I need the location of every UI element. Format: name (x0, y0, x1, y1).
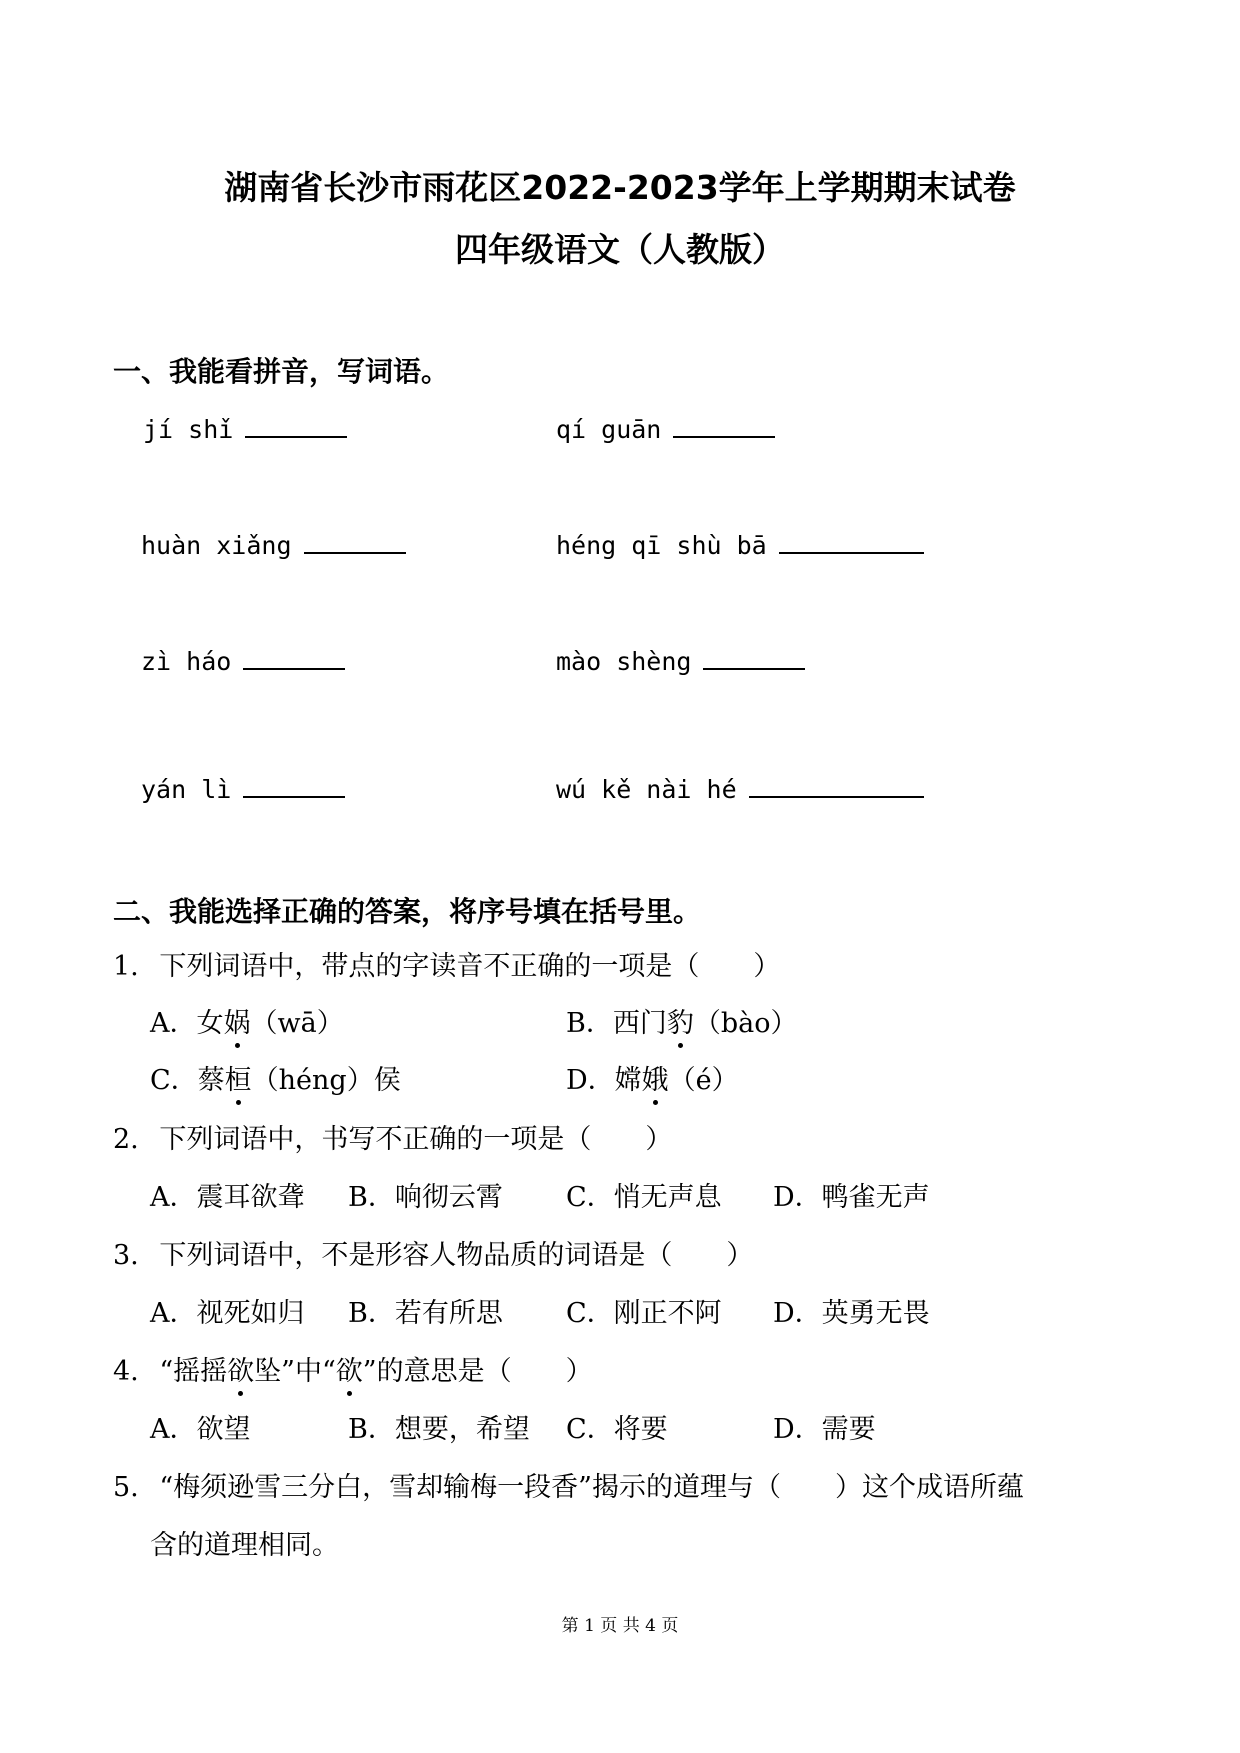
option-c[interactable] (566, 1178, 722, 1218)
answer-blank[interactable] (779, 526, 924, 554)
option-label: B． (348, 1298, 395, 1329)
question-number: 3. (113, 1240, 139, 1271)
question-text: 下列词语中，书写不正确的一项是（ ） (159, 1124, 673, 1155)
question-number: 2. (113, 1124, 139, 1155)
question-number: 4. (113, 1356, 139, 1387)
option-label: B． (348, 1414, 395, 1445)
pinyin-text: huàn xiǎng (141, 531, 292, 560)
option-text: 英勇无畏 (821, 1298, 930, 1329)
answer-blank[interactable] (703, 642, 805, 670)
option-label: C． (566, 1298, 614, 1329)
option-text: （é） (668, 1065, 739, 1096)
option-label: B． (348, 1182, 395, 1213)
option-label: C． (566, 1414, 614, 1445)
option-c[interactable] (150, 1061, 401, 1101)
option-a[interactable] (150, 1294, 305, 1334)
option-label: D． (773, 1414, 822, 1445)
option-label: C． (566, 1182, 614, 1213)
option-text: 悄无声息 (613, 1182, 722, 1213)
option-c[interactable] (566, 1410, 668, 1450)
pinyin-text: yán lì (141, 775, 232, 804)
document-subtitle: 四年级语文（人教版） (455, 230, 785, 269)
question-text: 下列词语中，不是形容人物品质的词语是（ ） (159, 1240, 754, 1271)
option-text: 震耳欲聋 (196, 1182, 305, 1213)
option-text: 将要 (613, 1414, 668, 1445)
pinyin-question (556, 526, 924, 564)
option-text: 嫦 (614, 1065, 642, 1096)
question-text-part: ”的意思是（ ） (362, 1356, 593, 1387)
pinyin-question (556, 410, 775, 448)
dotted-character: 欲 (227, 1352, 254, 1392)
pinyin-text: wú kě nài hé (556, 775, 737, 804)
dotted-character: 豹 (667, 1004, 694, 1044)
pinyin-text: jí shǐ (143, 415, 234, 444)
question-text-part: 坠”中“ (254, 1356, 336, 1387)
option-b[interactable] (348, 1294, 503, 1334)
pinyin-text: zì háo (141, 647, 232, 676)
option-label: A． (150, 1008, 197, 1039)
option-label: D． (773, 1298, 822, 1329)
option-c[interactable] (566, 1294, 722, 1334)
pinyin-question (556, 642, 805, 680)
dotted-character: 娥 (642, 1061, 669, 1101)
option-text: 需要 (821, 1414, 876, 1445)
option-d[interactable] (773, 1410, 876, 1450)
option-label: A． (150, 1298, 197, 1329)
pinyin-text: qí guān (556, 415, 662, 444)
answer-blank[interactable] (243, 642, 345, 670)
question-5-continuation: 含的道理相同。 (150, 1530, 339, 1561)
pinyin-question (141, 770, 345, 808)
option-label: A． (150, 1414, 197, 1445)
question-number: 1. (113, 951, 139, 982)
option-text: 若有所思 (394, 1298, 503, 1329)
option-label: D． (773, 1182, 822, 1213)
answer-blank[interactable] (243, 770, 345, 798)
option-label: D． (566, 1065, 615, 1096)
option-text: 蔡 (197, 1065, 225, 1096)
pinyin-question (143, 410, 347, 448)
question-4 (113, 1352, 593, 1392)
question-text: “梅须逊雪三分白，雪却输梅一段香”揭示的道理与（ ）这个成语所蕴 (159, 1472, 1024, 1503)
option-text: （bào） (693, 1008, 798, 1039)
answer-blank[interactable] (245, 410, 347, 438)
answer-blank[interactable] (304, 526, 406, 554)
option-a[interactable] (150, 1178, 305, 1218)
question-1 (113, 947, 780, 987)
question-number: 5. (113, 1472, 139, 1503)
option-d[interactable] (773, 1178, 930, 1218)
option-text: 女 (196, 1008, 224, 1039)
option-d[interactable] (566, 1061, 739, 1101)
question-2 (113, 1120, 672, 1160)
pinyin-question (556, 770, 924, 808)
option-text: （héng）侯 (251, 1065, 401, 1096)
option-b[interactable] (566, 1004, 797, 1044)
document-title: 湖南省长沙市雨花区2022-2023学年上学期期末试卷 (224, 168, 1016, 207)
option-label: A． (150, 1182, 197, 1213)
option-b[interactable] (348, 1410, 530, 1450)
option-label: C． (150, 1065, 198, 1096)
question-3 (113, 1236, 753, 1276)
option-text: 想要，希望 (394, 1414, 530, 1445)
pinyin-question (141, 526, 406, 564)
answer-blank[interactable] (673, 410, 775, 438)
dotted-character: 桓 (225, 1061, 252, 1101)
option-a[interactable] (150, 1410, 251, 1450)
option-text: （wā） (250, 1008, 344, 1039)
option-text: 西门 (612, 1008, 667, 1039)
option-text: 响彻云霄 (394, 1182, 503, 1213)
option-b[interactable] (348, 1178, 503, 1218)
option-text: 鸭雀无声 (821, 1182, 930, 1213)
page-number: 第 1 页 共 4 页 (561, 1616, 679, 1636)
section1-heading: 一、我能看拼音，写词语。 (113, 355, 450, 388)
dotted-character: 欲 (336, 1352, 363, 1392)
option-a[interactable] (150, 1004, 344, 1044)
option-text: 欲望 (196, 1414, 251, 1445)
question-text-part: “摇摇 (159, 1356, 228, 1387)
question-text (159, 1356, 592, 1387)
option-d[interactable] (773, 1294, 930, 1334)
section2-heading: 二、我能选择正确的答案，将序号填在括号里。 (113, 895, 702, 928)
pinyin-text: mào shèng (556, 647, 692, 676)
option-label: B． (566, 1008, 613, 1039)
option-text: 视死如归 (196, 1298, 305, 1329)
question-5 (113, 1468, 1024, 1508)
dotted-character: 娲 (224, 1004, 251, 1044)
pinyin-question (141, 642, 345, 680)
answer-blank[interactable] (749, 770, 924, 798)
question-text: 下列词语中，带点的字读音不正确的一项是（ ） (159, 951, 781, 982)
option-text: 刚正不阿 (613, 1298, 722, 1329)
pinyin-text: héng qī shù bā (556, 531, 767, 560)
